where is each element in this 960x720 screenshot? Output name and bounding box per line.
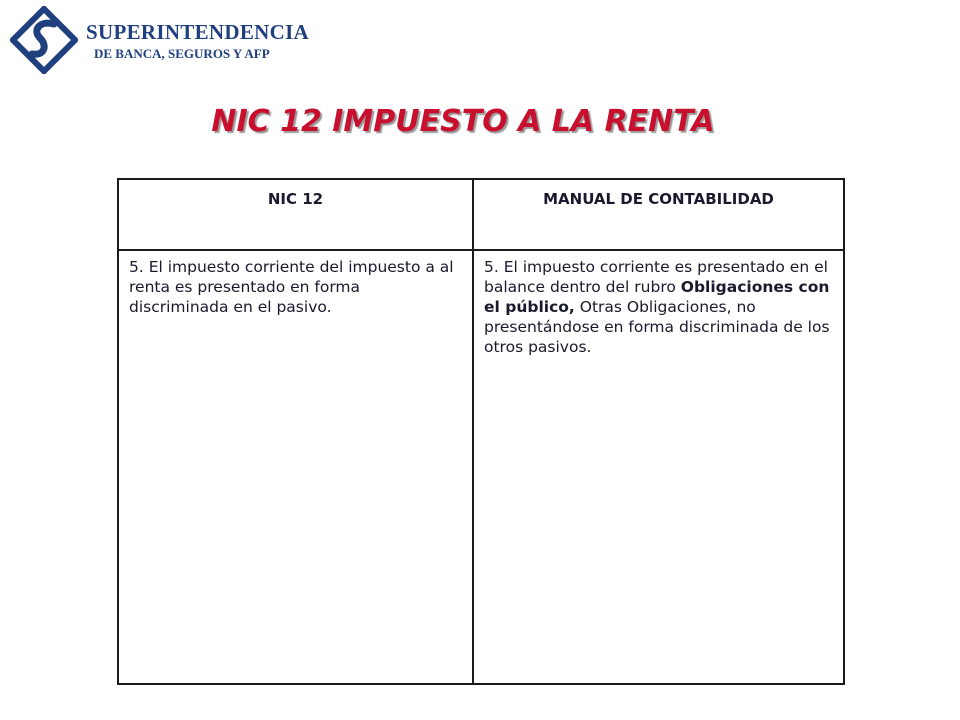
- table-header-row: [118, 179, 844, 250]
- cell-nic12: [118, 250, 473, 684]
- logo-text-line2: DE BANCA, SEGUROS Y AFP: [94, 46, 270, 61]
- manual-text-part2: Otras Obligaciones, no presentándose en forma discriminada de los otros pasivos.: [484, 298, 830, 356]
- nic12-text: 5. El impuesto corriente del impuesto a al renta es presentado en forma discriminada en el pasivo.: [129, 258, 454, 316]
- superintendencia-logo-icon: [10, 6, 78, 74]
- logo: [10, 6, 310, 74]
- header-nic12: NIC 12: [118, 179, 473, 250]
- manual-text-part1: 5. El impuesto corriente es presentado en el balance dentro del rubro: [484, 258, 828, 296]
- logo-text-line1: SUPERINTENDENCIA: [86, 20, 310, 44]
- cell-manual: [473, 250, 844, 684]
- header-manual: MANUAL DE CONTABILIDAD: [473, 179, 844, 250]
- page-title: NIC 12 IMPUESTO A LA RENTA: [211, 104, 715, 139]
- comparison-table: [117, 178, 845, 685]
- manual-text-bold: Obligaciones con el público,: [484, 278, 830, 316]
- table-row: [118, 250, 844, 684]
